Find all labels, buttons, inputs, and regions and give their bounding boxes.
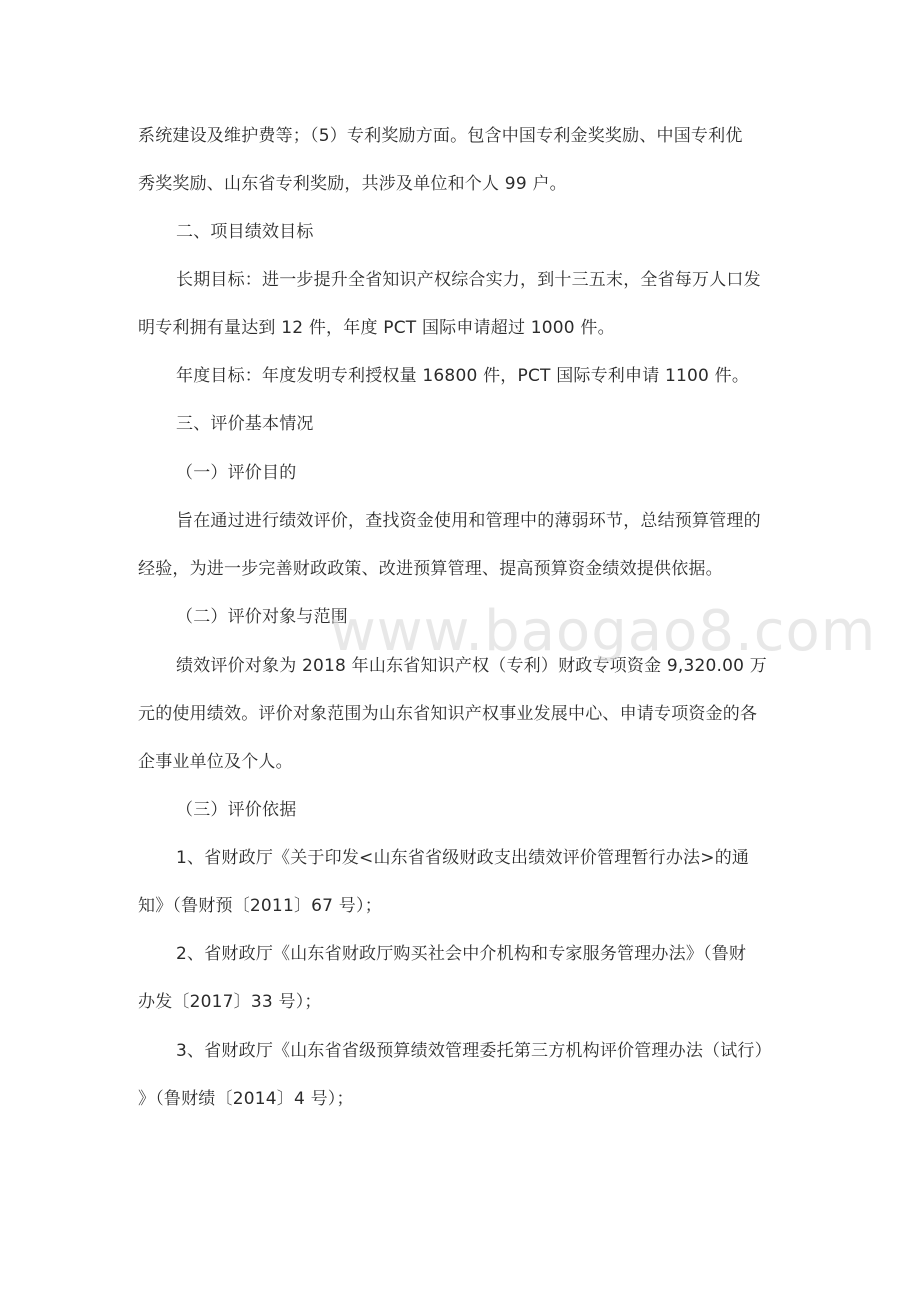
paragraph-line: 经验，为进一步完善财政政策、改进预算管理、提高预算资金绩效提供依据。 [138, 559, 723, 579]
paragraph-line: 企事业单位及个人。 [138, 752, 293, 772]
paragraph-line: 秀奖奖励、山东省专利奖励，共涉及单位和个人 99 户。 [138, 174, 567, 194]
subsection-heading: （二）评价对象与范围 [176, 607, 348, 627]
paragraph-line: 办发〔2017〕33 号）； [138, 992, 322, 1012]
paragraph-line: 明专利拥有量达到 12 件，年度 PCT 国际申请超过 1000 件。 [138, 318, 615, 338]
paragraph-line: 1、省财政厅《关于印发<山东省省级财政支出绩效评价管理暂行办法>的通 [176, 848, 750, 868]
paragraph-line: 知》（鲁财预〔2011〕67 号）； [138, 896, 382, 916]
subsection-heading: （三）评价依据 [176, 800, 297, 820]
paragraph-line: 元的使用绩效。评价对象范围为山东省知识产权事业发展中心、申请专项资金的各 [138, 704, 758, 724]
section-heading: 三、评价基本情况 [176, 414, 314, 434]
paragraph-line: 》（鲁财绩〔2014〕4 号）； [138, 1089, 354, 1109]
paragraph-line: 2、省财政厅《山东省财政厅购买社会中介机构和专家服务管理办法》（鲁财 [176, 944, 747, 964]
paragraph-line: 年度目标：年度发明专利授权量 16800 件，PCT 国际专利申请 1100 件。 [176, 366, 750, 386]
paragraph-line: 旨在通过进行绩效评价，查找资金使用和管理中的薄弱环节，总结预算管理的 [176, 511, 761, 531]
watermark-text: www.baogao8.com [330, 599, 877, 664]
subsection-heading: （一）评价目的 [176, 463, 297, 483]
paragraph-line: 系统建设及维护费等；（5）专利奖励方面。包含中国专利金奖奖励、中国专利优 [138, 126, 743, 146]
paragraph-line: 3、省财政厅《山东省省级预算绩效管理委托第三方机构评价管理办法（试行） [176, 1041, 772, 1061]
paragraph-line: 长期目标：进一步提升全省知识产权综合实力，到十三五末，全省每万人口发 [176, 270, 761, 290]
section-heading: 二、项目绩效目标 [176, 222, 314, 242]
paragraph-line: 绩效评价对象为 2018 年山东省知识产权（专利）财政专项资金 9,320.00 万 [176, 656, 767, 676]
